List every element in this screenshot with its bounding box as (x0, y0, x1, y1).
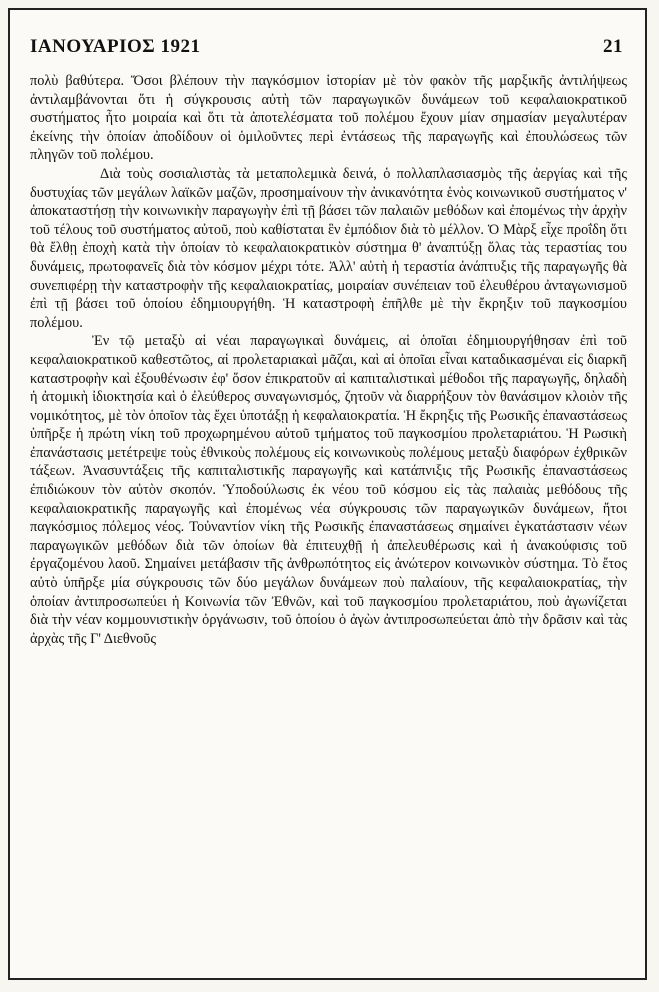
paragraph-2: Διὰ τοὺς σοσιαλιστὰς τὰ μεταπολεμικὰ δεινά, ὁ πολλαπλασιασμὸς τῆς ἀεργίας καὶ τῆς δυστυχίας τῶν μεγάλων λαϊκῶν μαζῶν, προσημαίνουν τὴν ἀνικανότητα ἑνὸς κοινωνικοῦ συστήματος ν' ἀποκαταστήσῃ τὴν κοινωνικὴν παραγωγὴν ἐπὶ τῇ βάσει τῶν παλαιῶν μεθόδων καὶ ἐπομένως τὴν ἀρχὴν τοῦ τέλους τοῦ συστήματος αὐτοῦ, ποὺ καθίσταται ἓν ἐμπόδιον διὰ τὸ μέλλον. Ὁ Μὰρξ εἶχε προΐδη ὅτι θὰ ἔλθῃ ἐποχὴ κατὰ τὴν ὁποίαν τὸ κεφαλαιοκρατικὸν σύστημα θ' ἀναπτύξῃ ὅλας τὰς τεραστίας του δυνάμεις, πρωτοφανεῖς διὰ τὸν κόσμον μέχρι τότε. Ἀλλ' αὐτὴ ἡ τεραστία ἀνάπτυξις τῆς παραγωγῆς θὰ συνεπιφέρῃ τὴν καταστροφὴν τῆς κεφαλαιοκρατίας, μοιραίαν συνέπειαν τοῦ ἐλευθέρου ἀνταγωνισμοῦ ἐπὶ τῇ βάσει τοῦ ὁποίου ἐδημιουργήθη. Ἡ καταστροφὴ ἐπῆλθε μὲ τὴν ἔκρηξιν τοῦ παγκοσμίου πολέμου. (30, 165, 627, 331)
running-title: ΙΑΝΟΥΑΡΙΟΣ 1921 (30, 36, 201, 57)
paragraph-3: Ἐν τῷ μεταξὺ αἱ νέαι παραγωγικαὶ δυνάμεις, αἱ ὁποῖαι ἐδημιουργήθησαν ἐπὶ τοῦ κεφαλαιοκρατικοῦ καθεστῶτος, αἱ προλεταριακαὶ μᾶζαι, καὶ αἱ ὁποῖαι εἶναι καταδικασμέναι εἰς διαρκῆ καταστροφὴν καὶ ἐξουθένωσιν ἐφ' ὅσον ἐπικρατοῦν αἱ καπιταλιστικαὶ μέθοδοι τῆς παραγωγῆς, δηλαδὴ ἡ ἀτομικὴ ἰδιοκτησία καὶ ὁ ἐλεύθερος συναγωνισμός, ζητοῦν νὰ διαρρήξουν τὸν θανάσιμον κλοιὸν τῆς νομικότητος, μὲ τὸν ὁποῖον τὰς ἔχει ὑποτάξῃ ἡ κεφαλαιοκρατία. Ἡ ἔκρηξις τῆς Ρωσικῆς ἐπαναστάσεως ὑπῆρξε ἡ πρώτη νίκη τοῦ προχωρημένου αὐτοῦ τμήματος τοῦ παγκοσμίου προλεταριάτου. Ἡ Ρωσικὴ ἐπανάστασις μετέτρεψε τοὺς ἐθνικοὺς πολέμους εἰς κοινωνικοὺς πολέμους μεταξὺ διαφόρων ἐχθρικῶν τάξεων. Ἀνασυντάξεις τῆς καπιταλιστικῆς παραγωγῆς καὶ κατάπνιξις τῆς Ρωσικῆς ἐπαναστάσεως ἐπιδιώκουν τὸν αὐτὸν σκοπόν. Ὑποδούλωσις ἐκ νέου τοῦ κόσμου εἰς τὰς παλαιὰς μεθόδους τῆς κεφαλαιοκρατικῆς παραγωγῆς καὶ ἐπομένως νέα σύγκρουσις τῶν παραγωγικῶν δυνάμεων, ἤτοι παγκόσμιος πόλεμος νέος. Τοὐναντίον νίκη τῆς Ρωσικῆς ἐπαναστάσεως σημαίνει ἐγκατάστασιν νέων παραγωγικῶν μεθόδων διὰ τῶν ὁποίων θὰ ἐπιτευχθῇ ἡ ἀπελευθέρωσις καὶ ἡ ἀνακούφισις τοῦ ἐργαζομένου λαοῦ. Σημαίνει μετάβασιν τῆς ἀνθρωπότητος εἰς ἀνώτερον κοινωνικὸν σύστημα. Τὸ ἔτος αὐτὸ ὑπῆρξε μία σύγκρουσις τῶν δύο μεγάλων δυνάμεων ποὺ παλαίουν, τῆς κεφαλαιοκρατίας, τὴν ὁποίαν ἀντιπροσωπεύει ἡ Κοινωνία τῶν Ἐθνῶν, καὶ τοῦ παγκοσμίου προλεταριάτου, ποὺ ἀγωνίζεται διὰ τὴν νέαν κομμουνιστικὴν ὀργάνωσιν, τοῦ ὁποίου ὁ ἀγὼν ἀντιπροσωπεύεται ἀπὸ τὴν δρᾶσιν καὶ τὰς ἀρχὰς τῆς Γ' Διεθνοῦς (30, 333, 627, 647)
body-text (30, 72, 627, 648)
page-header (30, 36, 623, 62)
paragraph-1: πολὺ βαθύτερα. Ὅσοι βλέπουν τὴν παγκόσμιον ἱστορίαν μὲ τὸν φακὸν τῆς μαρξικῆς ἀντιλήψεως ἀντιλαμβάνονται ὅτι ἡ σύγκρουσις αὐτὴ τῶν παραγωγικῶν δυνάμεων τοῦ κεφαλαιοκρατικοῦ συστήματος ἦτο μοιραία καὶ ὅτι τὰ ἀποτελέσματα τοῦ πολέμου ἔχουν μίαν σημασίαν μεγαλυτέραν ἐκείνης τὴν ὁποίαν ἀποδίδουν οἱ ὁμιλοῦντες περὶ ἐντάσεως τῆς παραγωγῆς καὶ ἐπουλώσεως τῶν πληγῶν τοῦ πολέμου. (30, 73, 627, 164)
page (8, 8, 647, 980)
page-number: 21 (603, 36, 623, 57)
